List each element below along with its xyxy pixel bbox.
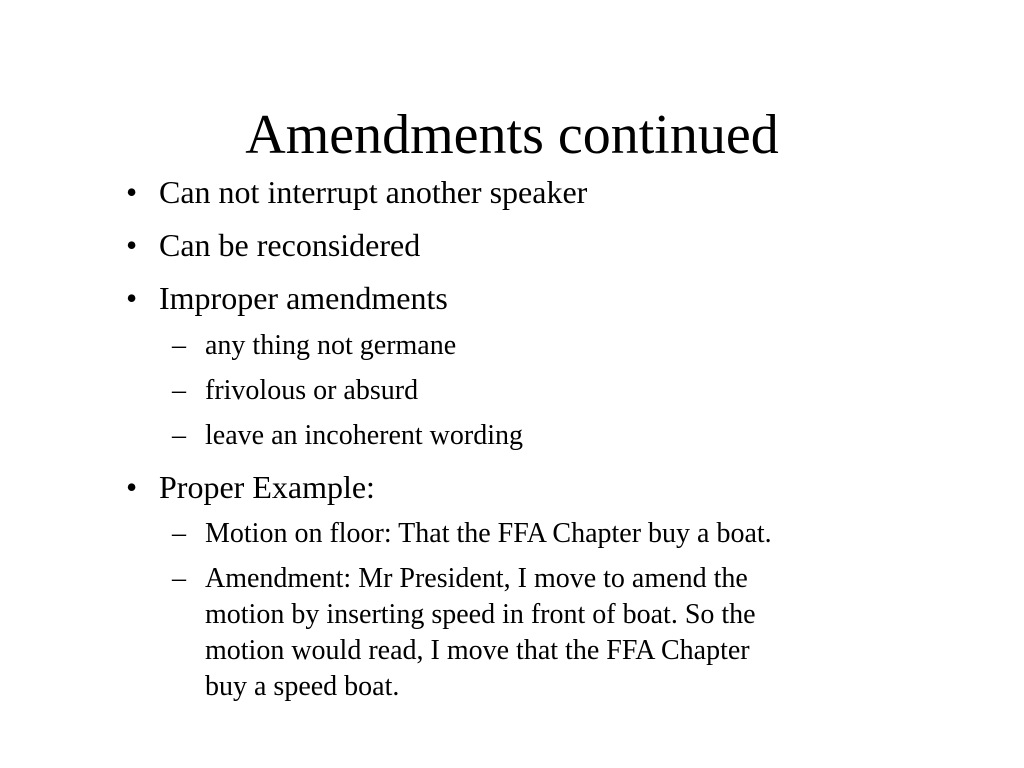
bullet-marker: •: [126, 227, 138, 263]
sub-bullet-text: leave an incoherent wording: [205, 420, 523, 451]
sub-bullet-marker: –: [172, 330, 186, 361]
bullet-text: Improper amendments: [159, 280, 448, 316]
sub-bullet-text: motion by inserting speed in front of boat. So the: [205, 599, 756, 630]
sub-bullet-marker: –: [172, 563, 186, 594]
sub-bullet-text: frivolous or absurd: [205, 375, 419, 406]
bullet-text: Proper Example:: [159, 469, 375, 505]
slide-title: Amendments continued: [245, 104, 779, 166]
sub-bullet-text: Motion on floor: That the FFA Chapter buy a boat.: [205, 518, 772, 549]
sub-bullet-text: Amendment: Mr President, I move to amend the: [205, 563, 748, 594]
sub-bullet-text: buy a speed boat.: [205, 671, 400, 702]
sub-bullet-marker: –: [172, 375, 186, 406]
sub-bullet-marker: –: [172, 518, 186, 549]
bullet-marker: •: [126, 469, 138, 505]
bullet-marker: •: [126, 280, 138, 316]
sub-bullet-text: motion would read, I move that the FFA Chapter: [205, 635, 750, 666]
sub-bullet-text: any thing not germane: [205, 330, 457, 361]
bullet-text: Can be reconsidered: [159, 227, 421, 263]
sub-bullet-marker: –: [172, 420, 186, 451]
bullet-text: Can not interrupt another speaker: [159, 174, 588, 210]
bullet-marker: •: [126, 174, 138, 210]
